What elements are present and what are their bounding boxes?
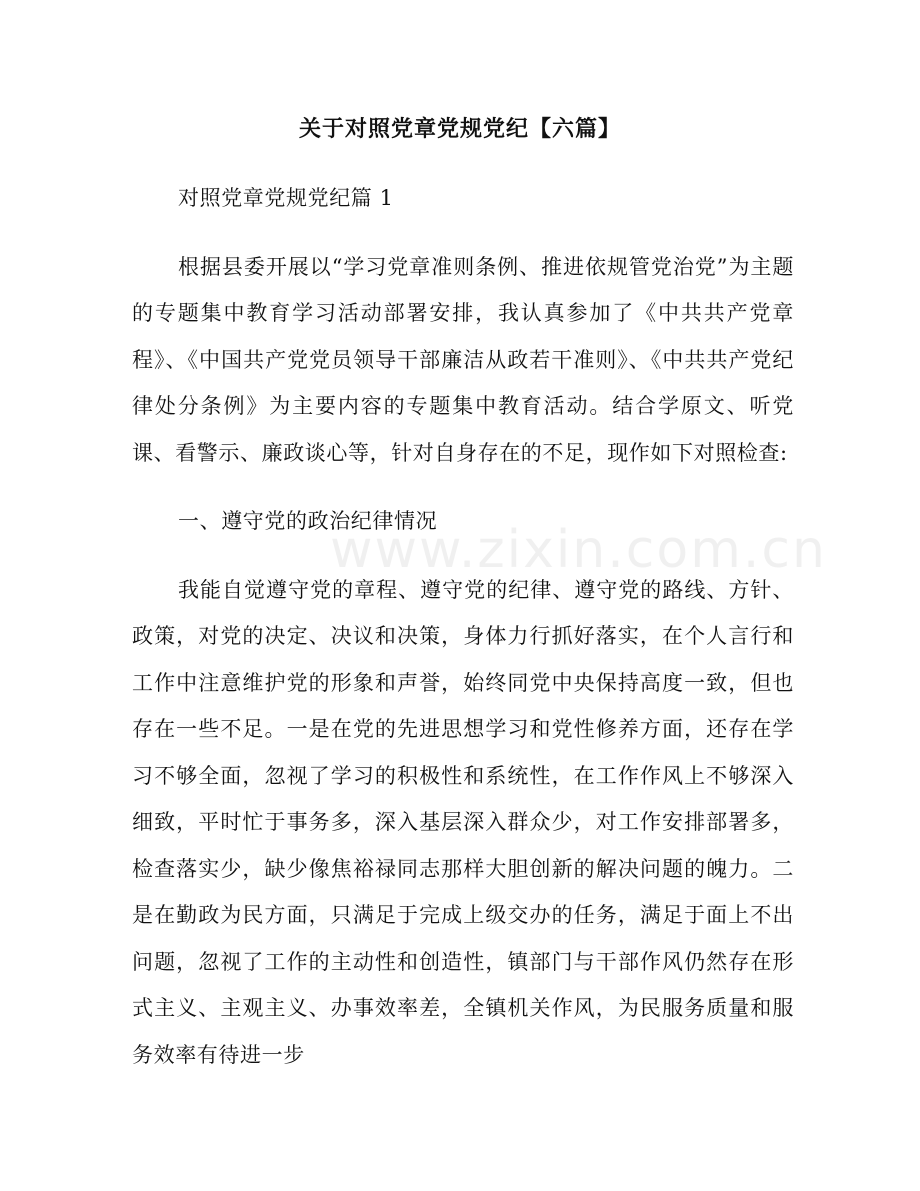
watermark: www.zixin.com.cn	[330, 520, 827, 580]
section-heading: 对照党章党规党纪篇 1	[178, 186, 394, 210]
document-title: 关于对照党章党规党纪【六篇】	[298, 117, 621, 142]
subheading-political-discipline: 一、遵守党的政治纪律情况	[178, 509, 438, 533]
document-body	[132, 175, 794, 1100]
paragraph-self-review: 我能自觉遵守党的章程、遵守党的纪律、遵守党的路线、方针、政策，对党的决定、决议和决策，身体力行抓好落实，在个人言行和工作中注意维护党的形象和声誉，始终同党中央保持高度一致，但也存在一些不足。一是在党的先进思想学习和党性修养方面，还存在学习不够全面，忽视了学习的积极性和系统性，在工作作风上不够深入细致，平时忙于事务多，深入基层深入群众少，对工作安排部署多，检查落实少，缺少像焦裕禄同志那样大胆创新的解决问题的魄力。二是在勤政为民方面，只满足于完成上级交办的任务，满足于面上不出问题，忽视了工作的主动性和创造性，镇部门与干部作风仍然存在形式主义、主观主义、办事效率差，全镇机关作风，为民服务质量和服务效率有待进一步	[132, 577, 794, 1067]
paragraph-intro: 根据县委开展以“学习党章准则条例、推进依规管党治党”为主题的专题集中教育学习活动部署安排，我认真参加了《中共共产党章程》、《中国共产党党员领导干部廉洁从政若干准则》、《中共共产党纪律处分条例》为主要内容的专题集中教育活动。结合学原文、听党课、看警示、廉政谈心等，针对自身存在的不足，现作如下对照检查:	[132, 254, 794, 465]
